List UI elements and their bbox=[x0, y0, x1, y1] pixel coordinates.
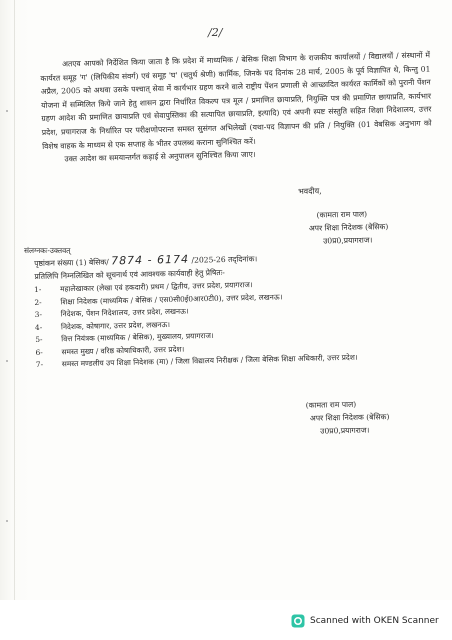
enclosure-note: संलग्नकः-उक्तवत् bbox=[24, 246, 71, 255]
item-number: 2- bbox=[34, 297, 42, 307]
signature-greeting: भवदीय, bbox=[298, 186, 322, 196]
item-text: शिक्षा निदेशक (माध्यमिक / बेसिक / एस0सी0ई0आर0टी0), उत्तर प्रदेश, लखनऊ। bbox=[60, 291, 283, 306]
endorsement-signature-block bbox=[306, 397, 390, 438]
scanner-text: Scanned with OKEN Scanner bbox=[310, 616, 439, 626]
paper-fold-line bbox=[14, 0, 15, 640]
item-text: महालेखाकार (लेखा एवं हकदारी) प्रथम / द्वितीय, उत्तर प्रदेश, प्रयागराज। bbox=[60, 280, 253, 294]
signatory-designation: अपर शिक्षा निदेशक (बेसिक) bbox=[308, 222, 389, 233]
reference-prefix: पृष्ठांकन संख्या (1) बेसिक/ bbox=[34, 257, 109, 268]
item-number: 1- bbox=[34, 284, 42, 294]
item-text: समस्त मुख्य / वरिष्ठ कोषाधिकारी, उत्तर प्रदेश। bbox=[61, 344, 185, 356]
distribution-intro: प्रतिलिपि निम्नलिखित को सूचनार्थ एवं आवश्यक कार्यवाही हेतु प्रेषितः- bbox=[34, 268, 225, 281]
punch-mark bbox=[6, 520, 8, 522]
signatory-designation: अपर शिक्षा निदेशक (बेसिक) bbox=[309, 412, 390, 423]
reference-number: 7874 - 6174 bbox=[110, 252, 190, 268]
page-number: /2/ bbox=[208, 26, 223, 39]
punch-mark bbox=[6, 360, 8, 362]
letter-body bbox=[40, 48, 433, 166]
scanner-watermark bbox=[291, 614, 439, 628]
item-number: 3- bbox=[34, 309, 42, 319]
item-text: निदेशक, कोषागार, उत्तर प्रदेश, लखनऊ। bbox=[60, 319, 171, 331]
body-paragraph: अतएव आपको निर्देशित किया जाता है कि प्रदेश में माध्यमिक / बेसिक शिक्षा विभाग के राजकीय कार्यालयों / विद्यालयों / संस्थानों में कार्यरत समूह 'ग' (लिपिकीय संवर्ग) एवं समूह 'घ' (चतुर्थ श्रेणी) कार्मिक, जिनके पद दिनांक 28 मार्च, 2005 के पूर्व विज्ञापित थे, किन्तु 01 अप्रैल, 2005 को अथवा उसके पश्चात् सेवा में कार्यभार ग्रहण करने वाले राष्ट्रीय पेंशन प्रणाली से आच्छादित कार्यरत कार्मिकों को पुरानी पेंशन योजना में सम्मिलित किये जाने हेतु शासन द्वारा निर्धारित विकल्प पत्र मूल / प्रमाणित छायाप्रति, नियुक्ति पत्र की प्रमाणित छायाप्रति, कार्यभार ग्रहण आदेश की प्रमाणित छायाप्रति एवं सेवापुस्तिका की सत्यापित छायाप्रति, इत्यादि) एवं अपनी स्पष्ट संस्तुति सहित शिक्षा निदेशालय, उत्तर प्रदेश, प्रयागराज के निर्धारित पर परीक्षणोपरान्त समस्त सुसंगत अभिलेखों (यथा-पद विज्ञापन की प्रति / नियुक्ति (01 वेबसिक अनुभाग को विशेष वाहक के माध्यम से एक सप्ताह के भीतर उपलब्ध कराना सुनिश्चित करें। bbox=[40, 50, 432, 151]
item-number: 7- bbox=[35, 359, 44, 369]
signatory-name: (कामता राम पाल) bbox=[305, 399, 357, 410]
item-text: समस्त मण्डलीय उप शिक्षा निदेशक (मा) / जिला विद्यालय निरीक्षक / जिला बेसिक शिक्षा अधिकारी, उत्तर प्रदेश। bbox=[61, 352, 358, 369]
item-text: वित्त नियंत्रक (माध्यमिक / बेसिक), मुख्यालय, प्रयागराज। bbox=[61, 330, 214, 344]
item-number: 5- bbox=[35, 334, 43, 344]
distribution-list bbox=[34, 275, 426, 371]
signatory-place: उ0प्र0,प्रयागराज। bbox=[320, 425, 370, 436]
scanner-logo-icon bbox=[291, 614, 305, 628]
signatory-place: उ0प्र0,प्रयागराज। bbox=[323, 235, 373, 246]
item-text: निदेशक, पेंशन निदेशालय, उत्तर प्रदेश, लखनऊ। bbox=[60, 306, 189, 319]
item-number: 4- bbox=[34, 322, 43, 332]
body-paragraph: उक्त आदेश का समयान्तर्गत कड़ाई से अनुपालन सुनिश्चित किया जाए। bbox=[64, 149, 256, 164]
punch-mark bbox=[6, 110, 8, 112]
signatory-name: (कामता राम पाल) bbox=[316, 209, 368, 220]
reference-suffix: /2025-26 तद्‌दिनांक। bbox=[191, 254, 258, 265]
item-number: 6- bbox=[35, 347, 43, 357]
